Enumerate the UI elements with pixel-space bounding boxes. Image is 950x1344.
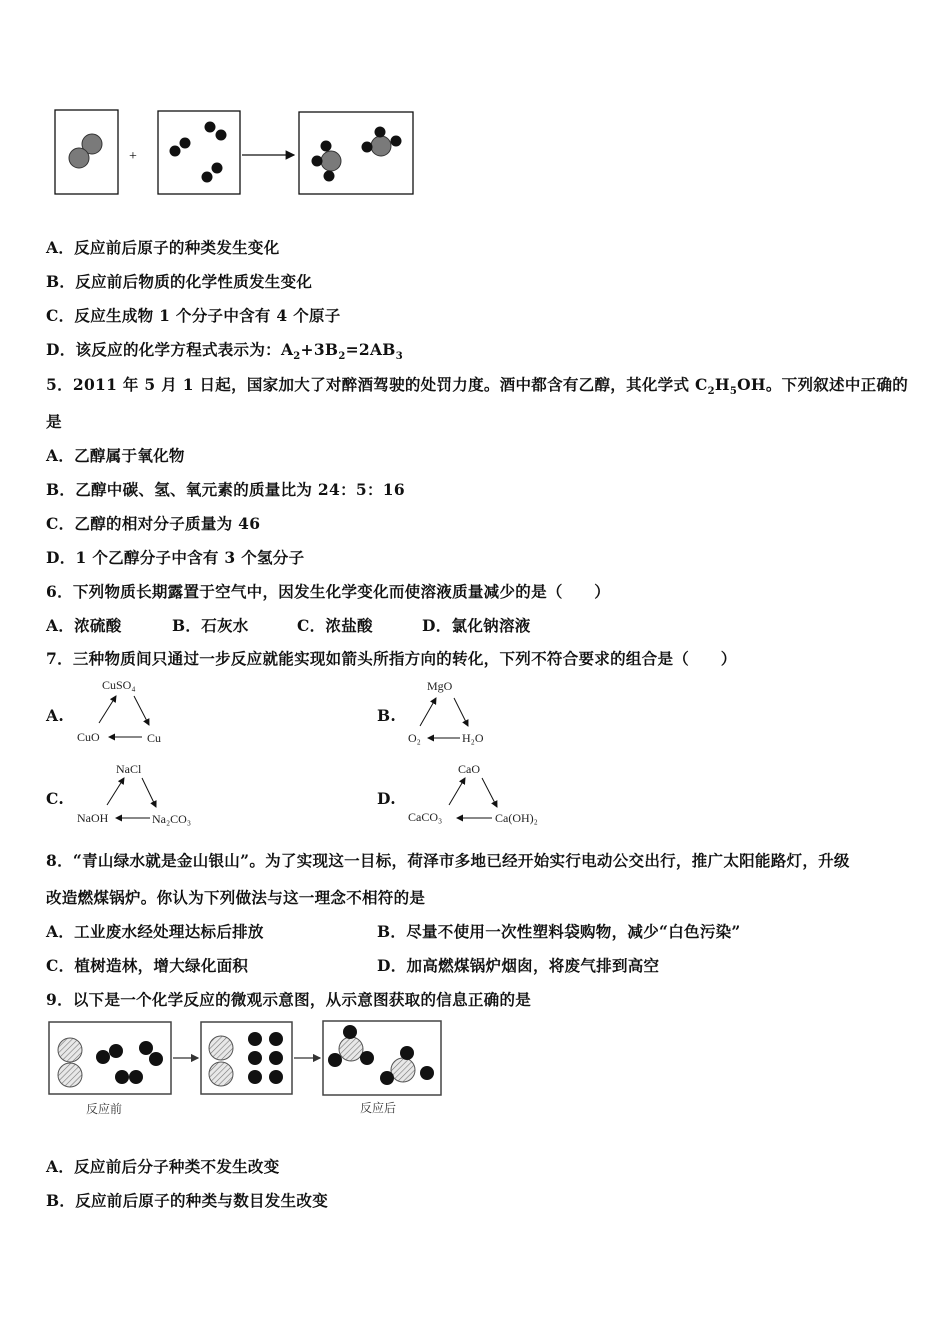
q7-label-d: D.	[377, 789, 396, 808]
q8-stem-line1: 8．“青山绿水就是金山银山”。为了实现这一目标，荷泽市多地已经开始实行电动公交出行，推广太阳能路灯，升级	[46, 851, 850, 870]
q8-option-b: B．尽量不使用一次性塑料袋购物，减少“白色污染”	[377, 922, 741, 941]
q7b-top: MgO	[427, 679, 453, 693]
q7-cycle-d	[402, 758, 552, 830]
q7a-right: Cu	[147, 731, 162, 745]
q5-stem: 5．2011 年 5 月 1 日起，国家加大了对醉酒驾驶的处罚力度。酒中都含有乙醇，其化学式 $C_2H_5OH$。下列叙述中正确的	[46, 375, 909, 398]
q6-option-b: B．石灰水	[172, 616, 249, 635]
plus-sign: +	[129, 149, 137, 164]
q7c-right: Na₂CO₃	[152, 812, 192, 826]
q7c-top: NaCl	[116, 762, 142, 776]
q4-option-c: C．反应生成物 1 个分子中含有 4 个原子	[46, 306, 341, 325]
q6-option-c: C．浓盐酸	[297, 616, 373, 635]
q8-option-d: D．加高燃煤锅炉烟囱，将废气排到高空	[377, 956, 660, 975]
q7a-top: CuSO₄	[102, 678, 136, 692]
q7-cycle-c	[72, 758, 207, 830]
q7-cycle-a	[72, 676, 182, 748]
q8-option-c: C．植树造林，增大绿化面积	[46, 956, 249, 975]
q7-stem: 7．三种物质间只通过一步反应就能实现如箭头所指方向的转化，下列不符合要求的组合是（ ）	[46, 649, 737, 668]
q7b-right: H₂O	[462, 731, 484, 745]
q6-stem: 6．下列物质长期露置于空气中，因发生化学变化而使溶液质量减少的是（ ）	[46, 582, 611, 601]
caption-after: 反应后	[360, 1101, 397, 1115]
q8-option-a: A．工业废水经处理达标后排放	[46, 922, 264, 941]
q7d-right: Ca(OH)₂	[495, 811, 538, 825]
q4-option-d: D．该反应的化学方程式表示为：$A_2+3B_2=2AB_3$	[46, 340, 403, 363]
q5-option-b: B．乙醇中碳、氢、氧元素的质量比为 24：5：16	[46, 480, 405, 499]
q5-option-d: D．1 个乙醇分子中含有 3 个氢分子	[46, 548, 305, 567]
q5-option-a: A．乙醇属于氧化物	[46, 446, 185, 465]
q9-option-a: A．反应前后分子种类不发生改变	[46, 1157, 280, 1176]
caption-before: 反应前	[86, 1102, 123, 1116]
q4-reaction-diagram	[50, 105, 420, 200]
q4-option-b: B．反应前后物质的化学性质发生变化	[46, 272, 313, 291]
q7d-left: CaCO₃	[408, 810, 443, 824]
q7-label-c: C.	[46, 789, 65, 808]
q7a-left: CuO	[77, 730, 100, 744]
q7-cycle-b	[402, 676, 502, 748]
q7b-left: O₂	[408, 731, 421, 745]
q8-stem-line2: 改造燃煤锅炉。你认为下列做法与这一理念不相符的是	[46, 888, 426, 907]
q7-label-a: A.	[46, 706, 65, 725]
q9-reaction-diagram	[44, 1016, 449, 1120]
q7d-top: CaO	[458, 762, 480, 776]
q5-option-c: C．乙醇的相对分子质量为 46	[46, 514, 261, 533]
q4-option-a: A．反应前后原子的种类发生变化	[46, 238, 280, 257]
q9-stem: 9．以下是一个化学反应的微观示意图，从示意图获取的信息正确的是	[46, 990, 532, 1009]
q5-stem-line2: 是	[46, 412, 62, 431]
q9-option-b: B．反应前后原子的种类与数目发生改变	[46, 1191, 329, 1210]
q7-label-b: B.	[377, 706, 397, 725]
q6-option-a: A．浓硫酸	[46, 616, 122, 635]
q6-option-d: D．氯化钠溶液	[422, 616, 531, 635]
box-product	[299, 112, 413, 194]
q7c-left: NaOH	[77, 811, 109, 825]
